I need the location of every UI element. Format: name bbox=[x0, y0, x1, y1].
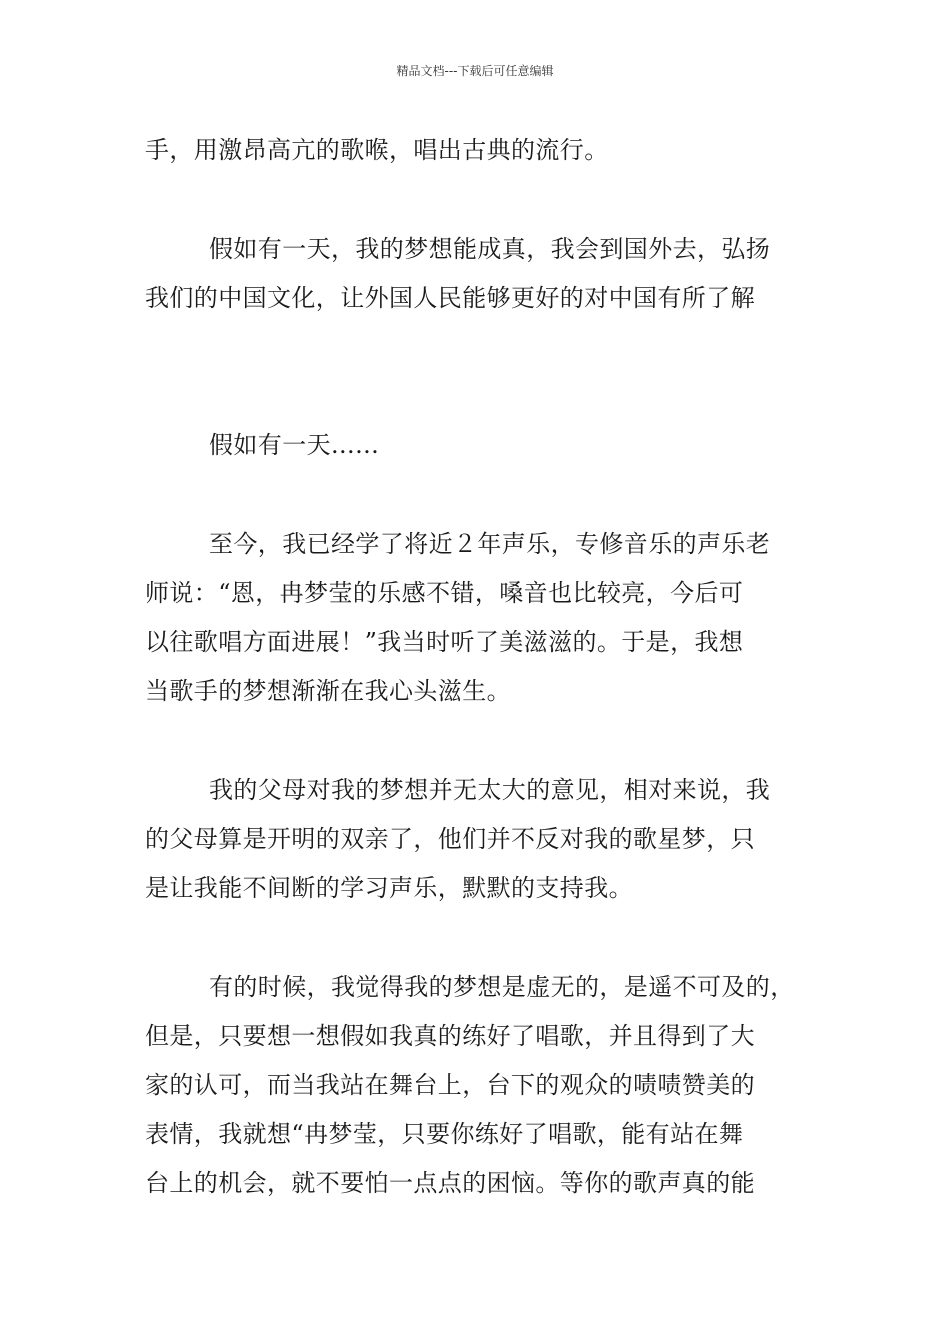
document-body bbox=[145, 126, 815, 1208]
text-line: 至今，我已经学了将近２年声乐，专修音乐的声乐老 bbox=[209, 530, 771, 558]
paragraph bbox=[145, 963, 815, 1208]
paragraph bbox=[145, 225, 815, 323]
text-line: 表情，我就想“冉梦莹，只要你练好了唱歌，能有站在舞 bbox=[145, 1120, 744, 1148]
paragraph bbox=[145, 766, 815, 913]
text-line: 有的时候，我觉得我的梦想是虚无的，是遥不可及的， bbox=[209, 973, 795, 1001]
paragraph-continuation bbox=[145, 126, 815, 175]
text-line: 是让我能不间断的学习声乐，默默的支持我。 bbox=[145, 874, 633, 902]
text-line: 假如有一天...... bbox=[209, 431, 380, 459]
text-line: 以往歌唱方面进展！”我当时听了美滋滋的。于是，我想 bbox=[145, 628, 744, 656]
paragraph bbox=[145, 421, 815, 470]
text-line: 我们的中国文化，让外国人民能够更好的对中国有所了解 bbox=[145, 284, 755, 312]
text-line: 台上的机会，就不要怕一点点的困恼。等你的歌声真的能 bbox=[145, 1169, 755, 1197]
text-line: 的父母算是开明的双亲了，他们并不反对我的歌星梦，只 bbox=[145, 825, 755, 853]
text-line: 师说：“恩，冉梦莹的乐感不错，嗓音也比较亮，今后可 bbox=[145, 579, 744, 607]
text-line: 但是，只要想一想假如我真的练好了唱歌，并且得到了大 bbox=[145, 1022, 755, 1050]
paragraph bbox=[145, 520, 815, 716]
text-line: 我的父母对我的梦想并无太大的意见，相对来说，我 bbox=[209, 776, 771, 804]
text-line: 手，用激昂高亢的歌喉，唱出古典的流行。 bbox=[145, 136, 609, 164]
text-line: 假如有一天，我的梦想能成真，我会到国外去，弘扬 bbox=[209, 235, 771, 263]
text-line: 当歌手的梦想渐渐在我心头滋生。 bbox=[145, 677, 511, 705]
page-header: 精品文档---下载后可任意编辑 bbox=[396, 64, 554, 78]
text-line: 家的认可，而当我站在舞台上，台下的观众的啧啧赞美的 bbox=[145, 1071, 755, 1099]
